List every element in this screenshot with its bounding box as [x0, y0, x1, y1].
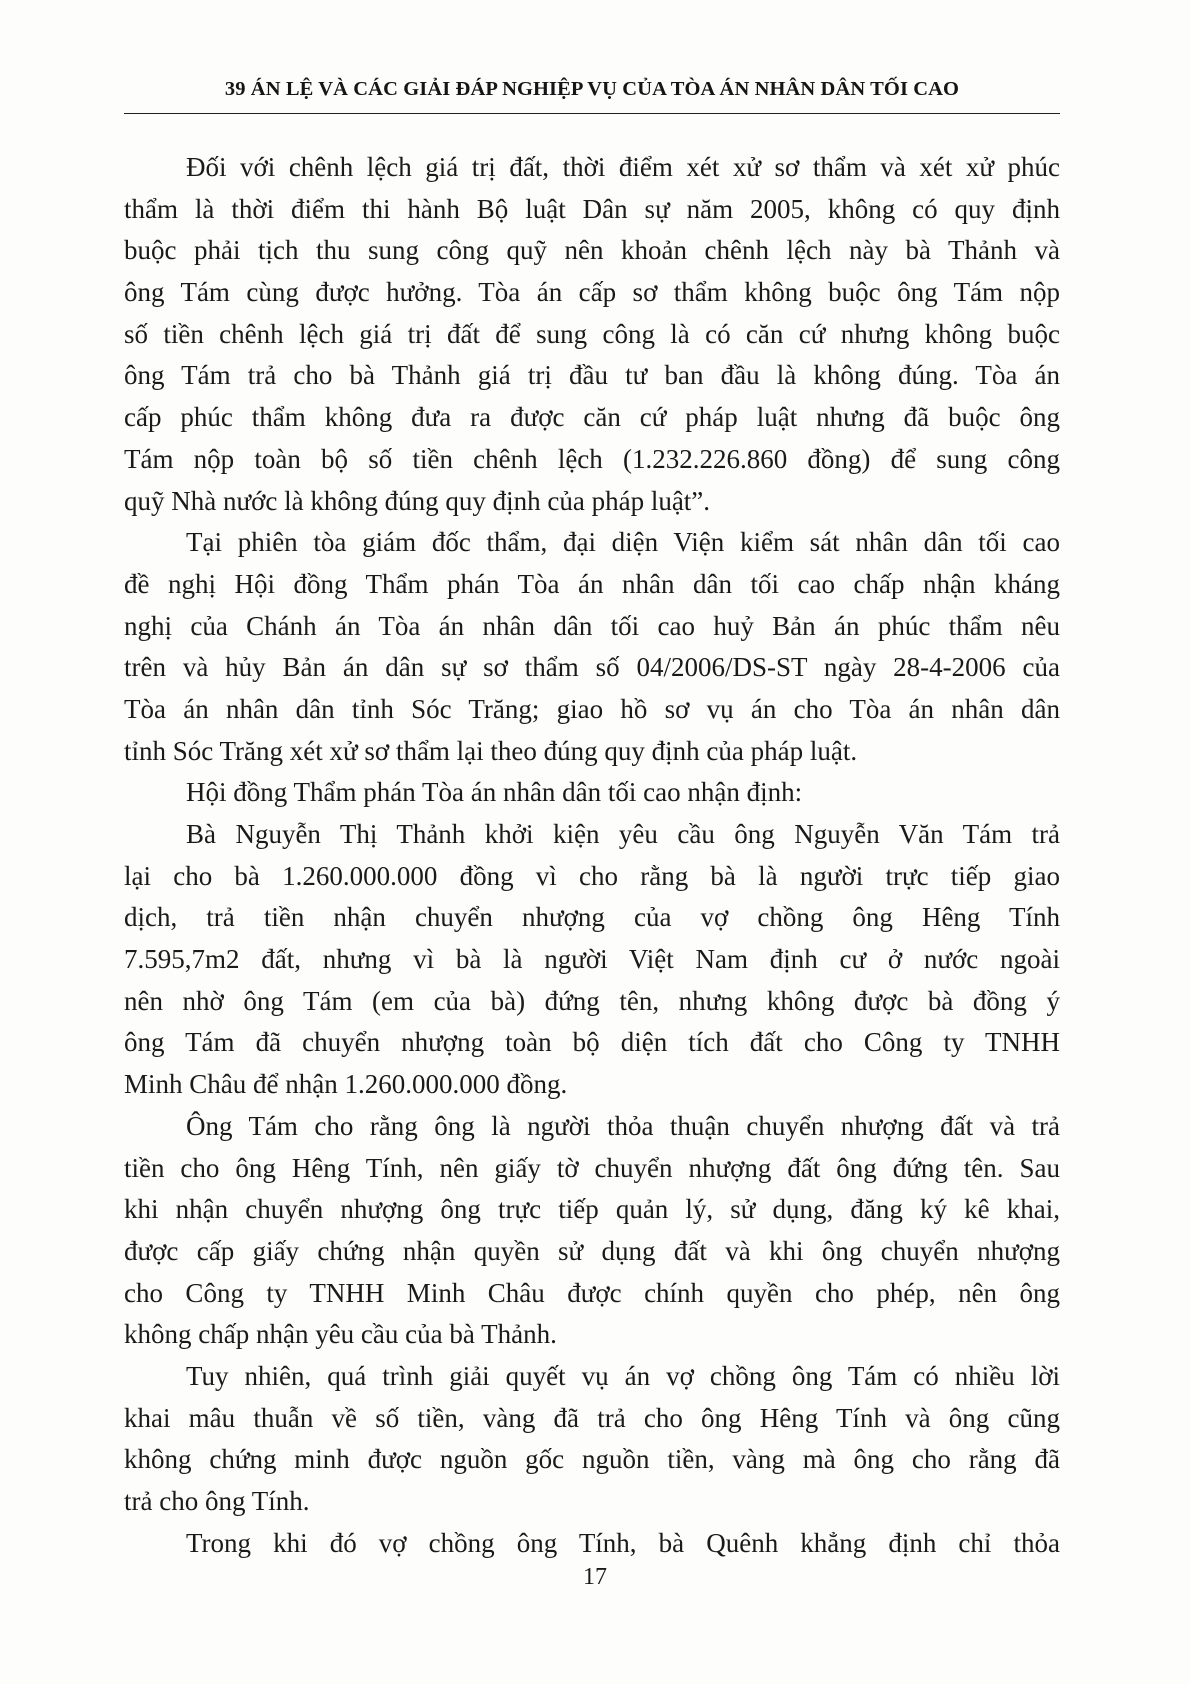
- text-line: lại cho bà 1.260.000.000 đồng vì cho rằng bà là người trực tiếp giao: [124, 860, 1060, 891]
- paragraph-5: [124, 1106, 1060, 1356]
- text-line: dịch, trả tiền nhận chuyển nhượng của vợ chồng ông Hêng Tính: [124, 902, 1060, 933]
- text-line: không chấp nhận yêu cầu của bà Thảnh.: [124, 1319, 557, 1350]
- text-line: khai mâu thuẫn về số tiền, vàng đã trả cho ông Hêng Tính và ông cũng: [124, 1402, 1060, 1433]
- text-line: Minh Châu để nhận 1.260.000.000 đồng.: [124, 1069, 568, 1100]
- text-line: Hội đồng Thẩm phán Tòa án nhân dân tối cao nhận định:: [186, 777, 803, 808]
- paragraph-4: [124, 814, 1060, 1106]
- text-line: tỉnh Sóc Trăng xét xử sơ thẩm lại theo đúng quy định của pháp luật.: [124, 735, 858, 766]
- running-header: 39 ÁN LỆ VÀ CÁC GIẢI ĐÁP NGHIỆP VỤ CỦA TÒA ÁN NHÂN DÂN TỐI CAO: [224, 78, 960, 100]
- text-line: cấp phúc thẩm không đưa ra được căn cứ pháp luật nhưng đã buộc ông: [124, 402, 1060, 433]
- page-number: 17: [583, 1564, 607, 1590]
- text-line: Trong khi đó vợ chồng ông Tính, bà Quênh khẳng định chỉ thỏa: [186, 1527, 1060, 1558]
- text-line: Tuy nhiên, quá trình giải quyết vụ án vợ chồng ông Tám có nhiều lời: [186, 1360, 1060, 1391]
- text-line: Bà Nguyễn Thị Thảnh khởi kiện yêu cầu ông Nguyễn Văn Tám trả: [186, 819, 1060, 849]
- text-line: thẩm là thời điểm thi hành Bộ luật Dân sự năm 2005, không có quy định: [124, 193, 1060, 224]
- text-line: ông Tám cùng được hưởng. Tòa án cấp sơ thẩm không buộc ông Tám nộp: [124, 277, 1060, 308]
- text-line: 7.595,7m2 đất, nhưng vì bà là người Việt Nam định cư ở nước ngoài: [124, 944, 1060, 975]
- text-line: số tiền chênh lệch giá trị đất để sung công là có căn cứ nhưng không buộc: [124, 318, 1060, 349]
- text-line: nên nhờ ông Tám (em của bà) đứng tên, nhưng không được bà đồng ý: [124, 985, 1060, 1016]
- text-line: Đối với chênh lệch giá trị đất, thời điểm xét xử sơ thẩm và xét xử phúc: [186, 152, 1060, 182]
- paragraph-1: [124, 147, 1060, 522]
- text-line: Tám nộp toàn bộ số tiền chênh lệch (1.232.226.860 đồng) để sung công: [124, 443, 1060, 474]
- text-line: không chứng minh được nguồn gốc nguồn tiền, vàng mà ông cho rằng đã: [124, 1444, 1060, 1475]
- text-line: quỹ Nhà nước là không đúng quy định của pháp luật”.: [124, 485, 711, 516]
- text-line: đề nghị Hội đồng Thẩm phán Tòa án nhân dân tối cao chấp nhận kháng: [124, 568, 1060, 599]
- text-line: tiền cho ông Hêng Tính, nên giấy tờ chuyển nhượng đất ông đứng tên. Sau: [124, 1152, 1060, 1183]
- paragraph-3: [124, 772, 1060, 814]
- text-line: nghị của Chánh án Tòa án nhân dân tối cao huỷ Bản án phúc thẩm nêu: [124, 610, 1060, 641]
- text-line: ông Tám đã chuyển nhượng toàn bộ diện tích đất cho Công ty TNHH: [124, 1027, 1060, 1058]
- text-line: buộc phải tịch thu sung công quỹ nên khoản chênh lệch này bà Thảnh và: [124, 235, 1060, 266]
- text-line: trên và hủy Bản án dân sự sơ thẩm số 04/2006/DS-ST ngày 28-4-2006 của: [124, 652, 1060, 683]
- text-line: Tòa án nhân dân tỉnh Sóc Trăng; giao hồ sơ vụ án cho Tòa án nhân dân: [124, 693, 1060, 724]
- text-line: cho Công ty TNHH Minh Châu được chính quyền cho phép, nên ông: [124, 1277, 1060, 1308]
- paragraph-6: [124, 1356, 1060, 1523]
- text-line: khi nhận chuyển nhượng ông trực tiếp quản lý, sử dụng, đăng ký kê khai,: [124, 1194, 1060, 1225]
- text-line: trả cho ông Tính.: [124, 1486, 310, 1516]
- paragraph-7: [124, 1523, 1060, 1565]
- text-line: được cấp giấy chứng nhận quyền sử dụng đất và khi ông chuyển nhượng: [124, 1235, 1060, 1266]
- header-divider: [124, 113, 1060, 114]
- text-line: Tại phiên tòa giám đốc thẩm, đại diện Viện kiểm sát nhân dân tối cao: [186, 527, 1060, 558]
- text-line: ông Tám trả cho bà Thảnh giá trị đầu tư ban đầu là không đúng. Tòa án: [124, 360, 1060, 391]
- body-text: [124, 147, 1060, 1564]
- text-line: Ông Tám cho rằng ông là người thỏa thuận chuyển nhượng đất và trả: [186, 1110, 1060, 1141]
- paragraph-2: [124, 522, 1060, 772]
